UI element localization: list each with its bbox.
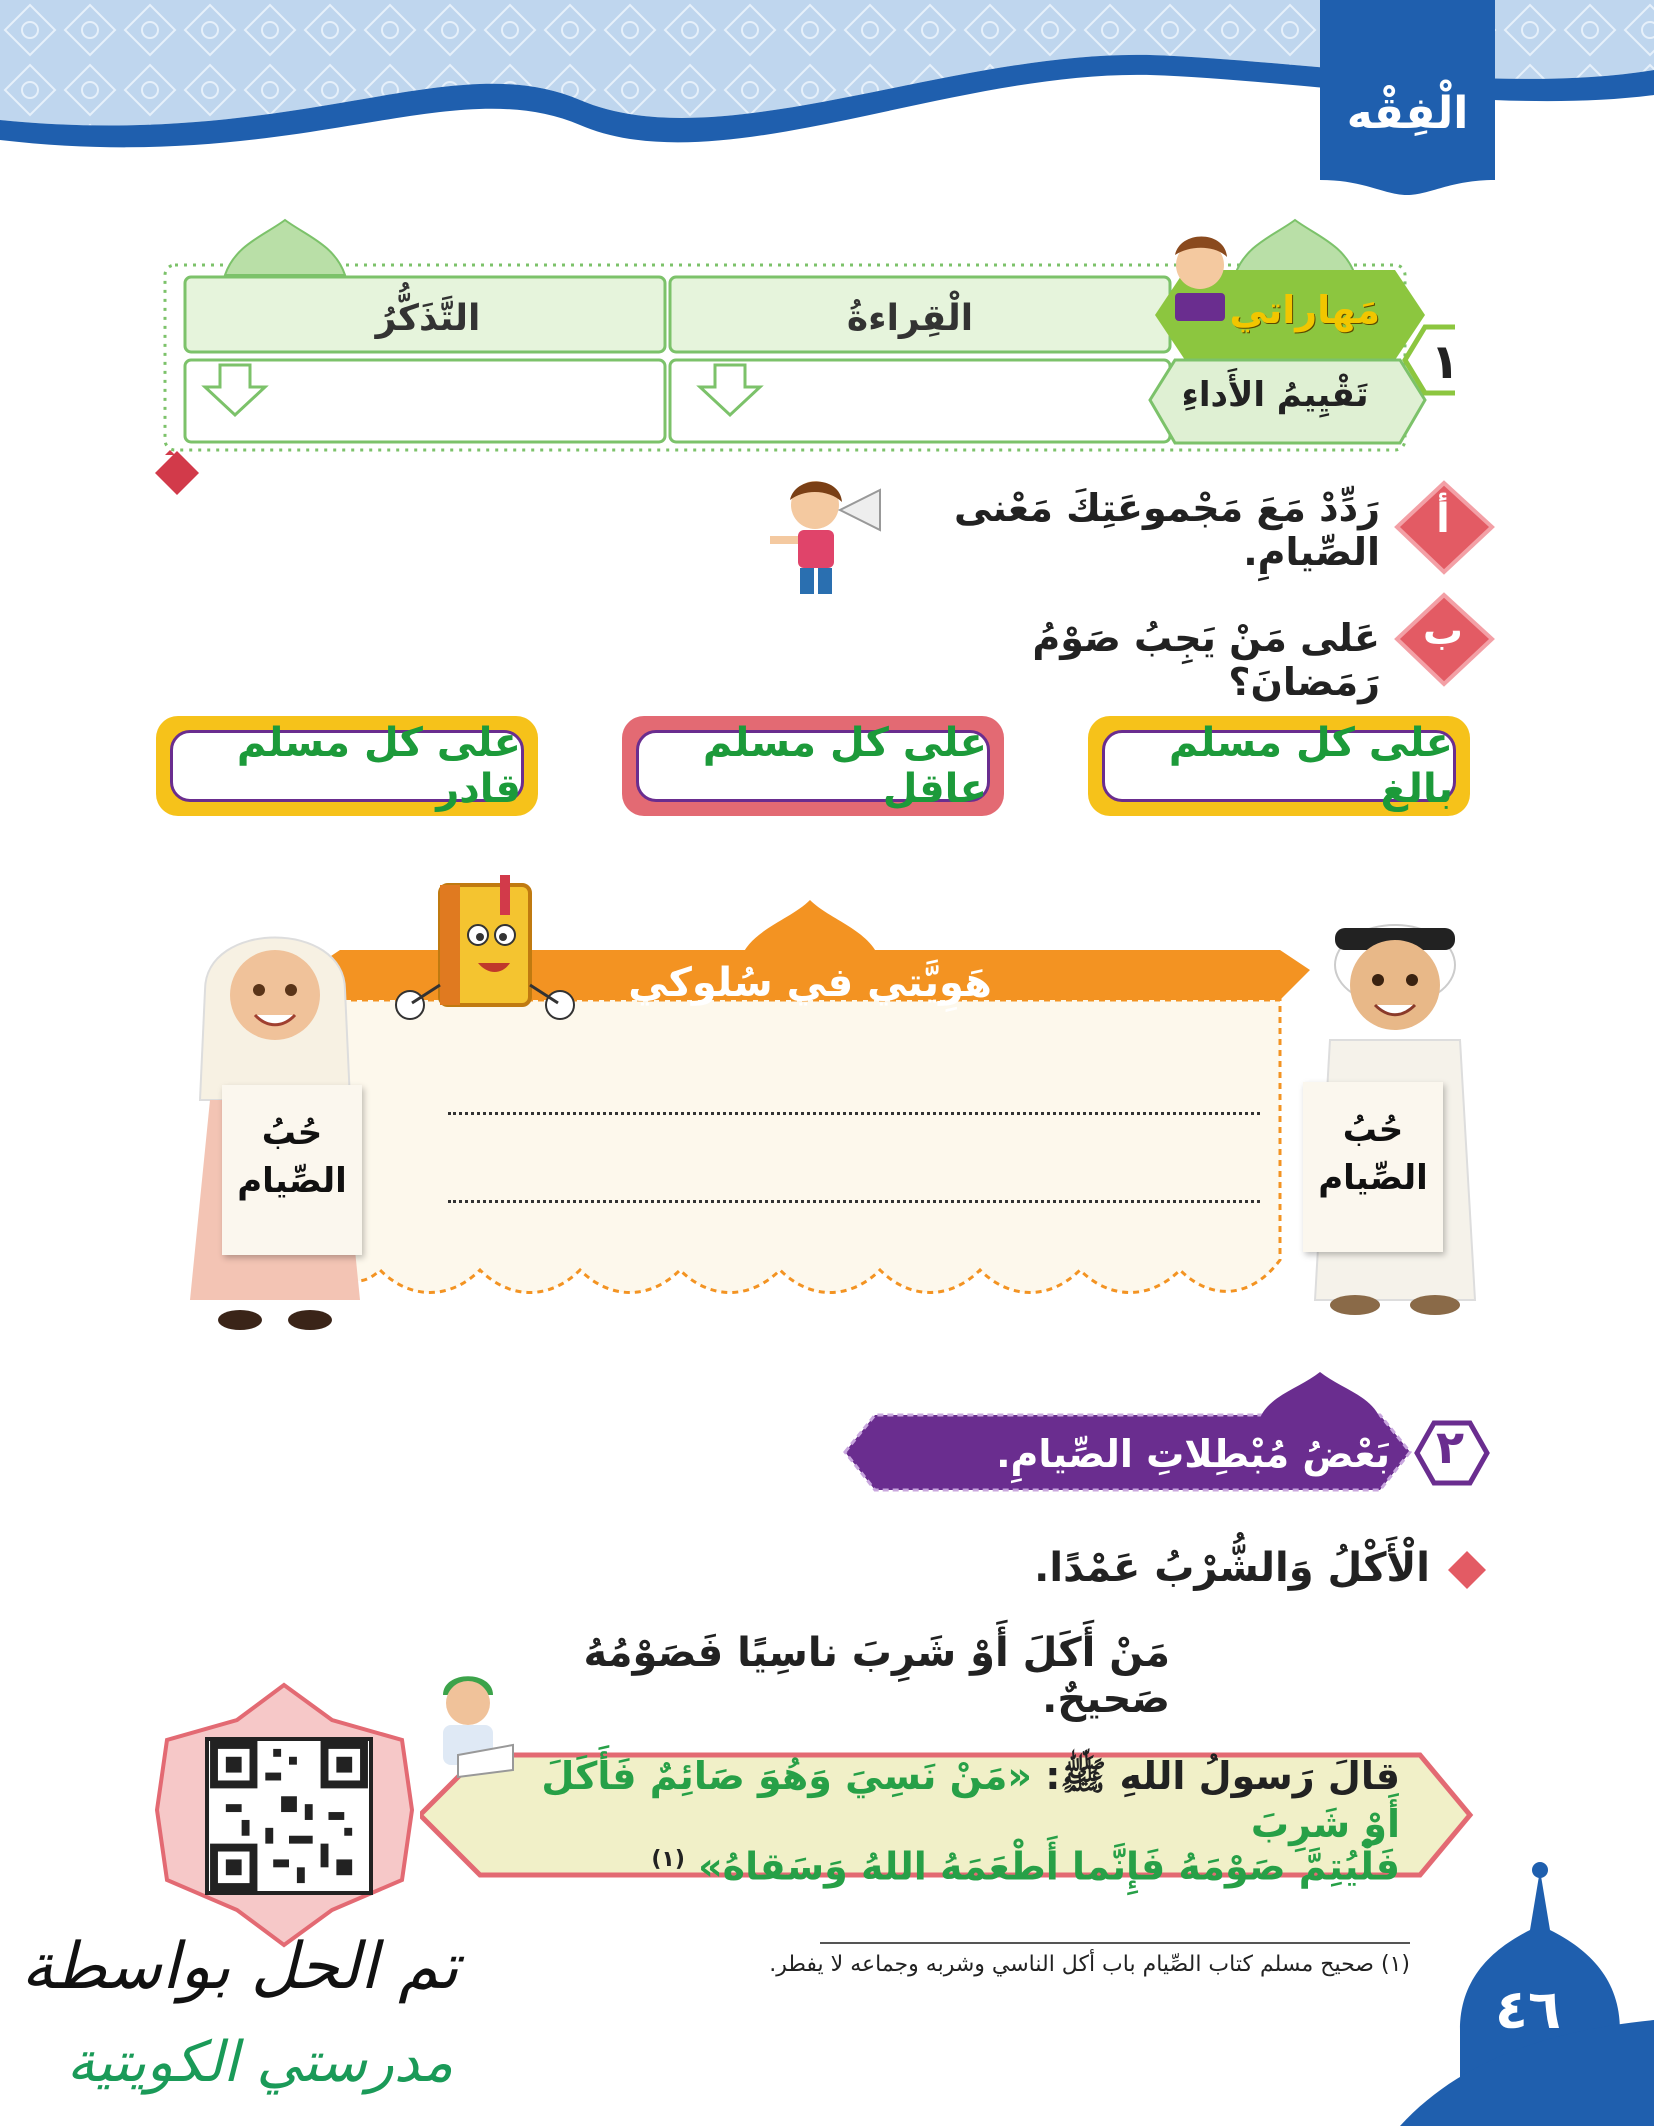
book-mascot-illustration (390, 875, 580, 1035)
watermark-line-2: مدرستي الكويتية (66, 2030, 454, 2095)
answer-choice-2[interactable] (622, 716, 1004, 816)
bullet-diamond (1445, 1548, 1489, 1592)
megaphone-boy-illustration (760, 470, 890, 600)
hadith-intro: قالَ رَسولُ اللهِ ﷺ: (1045, 1754, 1400, 1798)
sign-left-line-1: حُبُ (261, 1113, 323, 1153)
skill-reading-header: الْقِراءةُ (846, 298, 974, 339)
rule-2-text: مَنْ أَكَلَ أَوْ شَرِبَ ناسِيًا فَصَوْمُهُ صَحيحٌ. (583, 1630, 1170, 1722)
hadith-text-1: «مَنْ نَسِيَ وَهُوَ صَائِمٌ فَأَكَلَ أَوْ شَرِبَ (541, 1754, 1400, 1846)
answer-line-2[interactable] (448, 1200, 1260, 1203)
subject-title: الْفِقْه (1346, 88, 1469, 139)
footnote-separator (820, 1942, 1410, 1944)
qr-code-pattern (209, 1741, 369, 1891)
sign-right (1303, 1082, 1443, 1252)
section-number-1: ١ (1430, 334, 1460, 390)
answer-choice-2-label: على كل مسلم عاقل (636, 730, 990, 802)
sign-right-line-1: حُبُ (1342, 1110, 1404, 1150)
sign-right-line-2: الصِّيام (1318, 1158, 1428, 1198)
hadith-line-2 (520, 1836, 1400, 1891)
diamond-ornament (152, 448, 202, 498)
question-badge-a-label: أ (1436, 496, 1450, 542)
answer-choice-3[interactable] (156, 716, 538, 816)
rule-1-text: الْأَكْلُ وَالشُّرْبُ عَمْدًا. (1034, 1545, 1430, 1591)
answer-choice-1-label: على كل مسلم بالغ (1102, 730, 1456, 802)
assessment-label: تَقْيِيمُ الأَداءِ (1181, 375, 1369, 415)
answer-line-1[interactable] (448, 1112, 1260, 1115)
maharati-label: مَهاراتي (1229, 288, 1380, 332)
question-badge-b-label: ب (1422, 608, 1464, 654)
section2-title: بَعْضُ مُبْطِلاتِ الصِّيامِ. (996, 1432, 1390, 1476)
skill-remember-header: التَّذَكُّرُ (375, 298, 481, 339)
answer-choice-1[interactable] (1088, 716, 1470, 816)
watermark-line-1: تم الحل بواسطة (21, 1930, 459, 2004)
footnote: (١) صحيح مسلم كتاب الصِّيام باب أكل الناسي وشربه وجماعه لا يفطر. (769, 1952, 1410, 1977)
section-number-2: ٢ (1435, 1420, 1465, 1474)
sign-left-line-2: الصِّيام (237, 1161, 347, 1201)
hadith-reference: (١) (651, 1847, 685, 1872)
sign-left (222, 1085, 362, 1255)
page-number: ٤٦ (1495, 1978, 1561, 2041)
answer-choice-3-label: على كل مسلم قادر (170, 730, 524, 802)
hadith-text-2: فَلْيُتِمَّ صَوْمَهُ فَإِنَّما أَطْعَمَهُ اللهُ وَسَقاهُ» (698, 1844, 1400, 1889)
reading-boy-illustration (418, 1665, 528, 1785)
question-b-text: عَلى مَنْ يَجِبُ صَوْمُ رَمَضانَ؟ (1032, 616, 1380, 704)
identity-title: هَوِيَّتي في سُلوكي (628, 960, 992, 1006)
qr-code[interactable] (205, 1737, 373, 1895)
hadith-line-1 (520, 1752, 1400, 1848)
question-a-text: رَدِّدْ مَعَ مَجْموعَتِكَ مَعْنى الصِّيامِ. (953, 486, 1380, 574)
